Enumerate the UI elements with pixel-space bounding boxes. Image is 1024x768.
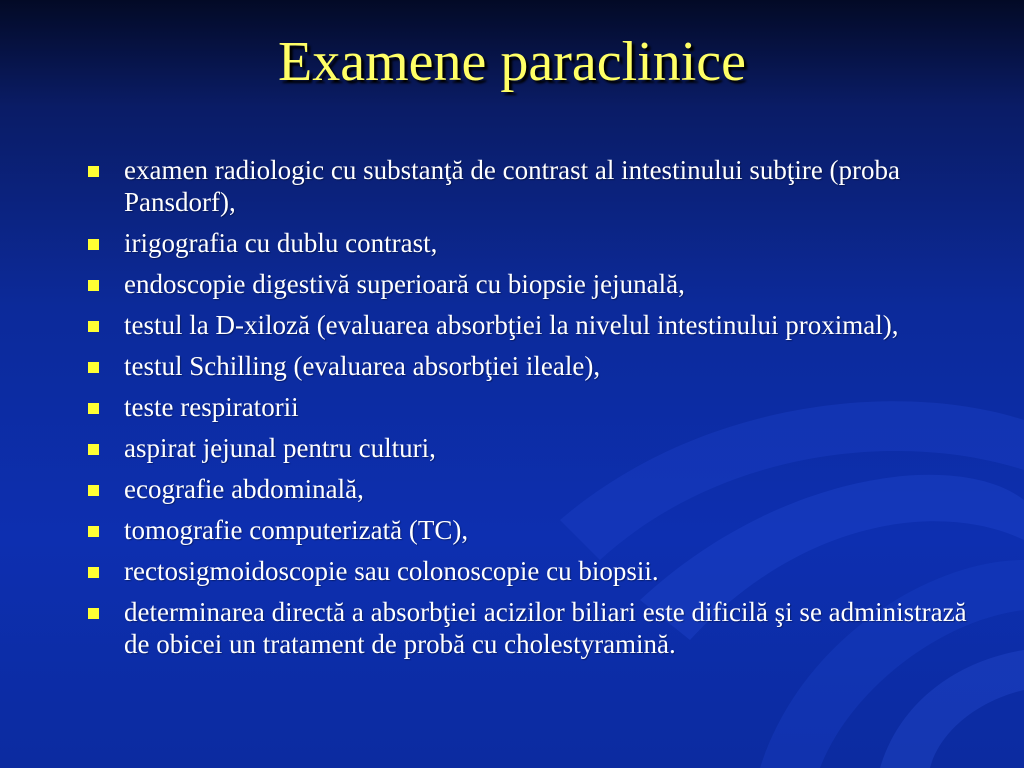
square-bullet-icon	[88, 485, 99, 496]
list-item-text: examen radiologic cu substanţă de contrast al intestinului subţire (proba Pansdorf),	[124, 155, 901, 217]
square-bullet-icon	[88, 166, 99, 177]
list-item	[84, 154, 984, 218]
square-bullet-icon	[88, 239, 99, 250]
list-item-text: endoscopie digestivă superioară cu biopsie jejunală,	[124, 269, 685, 299]
list-item	[84, 473, 984, 505]
list-item-text: testul Schilling (evaluarea absorbţiei ileale),	[124, 351, 601, 381]
square-bullet-icon	[88, 444, 99, 455]
list-item-text: testul la D-xiloză (evaluarea absorbţiei la nivelul intestinului proximal),	[124, 310, 899, 340]
bullet-list	[84, 154, 984, 669]
list-item	[84, 268, 984, 300]
list-item-text: tomografie computerizată (TC),	[124, 515, 469, 545]
list-item-text: aspirat jejunal pentru culturi,	[124, 433, 436, 463]
list-item	[84, 350, 984, 382]
square-bullet-icon	[88, 526, 99, 537]
list-item	[84, 391, 984, 423]
list-item	[84, 555, 984, 587]
slide-title: Examene paraclinice	[278, 31, 746, 93]
list-item-text: rectosigmoidoscopie sau colonoscopie cu biopsii.	[124, 556, 659, 586]
square-bullet-icon	[88, 403, 99, 414]
square-bullet-icon	[88, 608, 99, 619]
list-item-text: ecografie abdominală,	[124, 474, 364, 504]
list-item	[84, 309, 984, 341]
list-item	[84, 596, 984, 660]
square-bullet-icon	[88, 362, 99, 373]
square-bullet-icon	[88, 321, 99, 332]
list-item-text: determinarea directă a absorbţiei acizilor biliari este dificilă şi se administrază de obicei un tratament de probă cu cholestyramină.	[124, 597, 967, 659]
square-bullet-icon	[88, 567, 99, 578]
list-item-text: teste respiratorii	[124, 392, 299, 422]
list-item	[84, 227, 984, 259]
list-item-text: irigografia cu dublu contrast,	[124, 228, 438, 258]
list-item	[84, 432, 984, 464]
square-bullet-icon	[88, 280, 99, 291]
list-item	[84, 514, 984, 546]
